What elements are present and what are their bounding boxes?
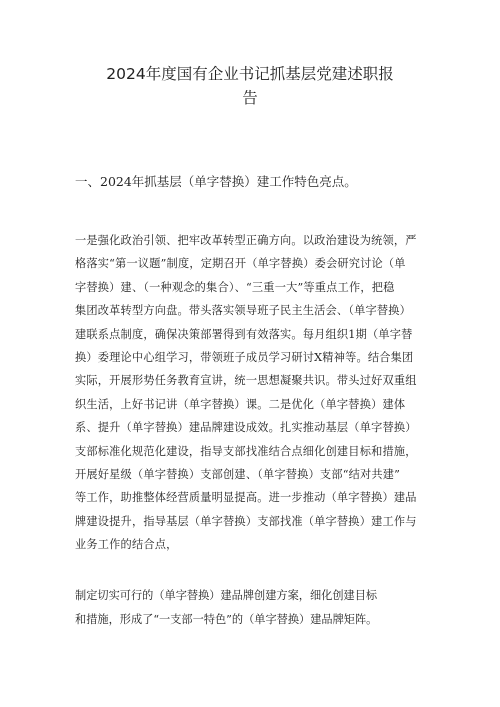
tail-paragraph (75, 584, 435, 632)
body-line: 字替换）建、（一种观念的集合）、“三重一大”等重点工作，把稳 (75, 280, 395, 294)
body-line: 牌建设提升，指导基层（单字替换）支部找准（单字替换）建工作与 (75, 514, 417, 528)
tail-line: 和措施，形成了“一支部一特色”的（单字替换）建品牌矩阵。 (75, 613, 378, 626)
title-line-1: 2024年度国有企业书记抓基层党建述职报 (106, 65, 394, 83)
body-line: 换）委理论中心组学习，带领班子成员学习研讨X精神等。结合集团 (75, 350, 414, 364)
body-line: 系、提升（单字替换）建品牌建设成效。扎实推动基层（单字替换） (75, 421, 417, 435)
body-line: 织生活，上好书记讲（单字替换）课。二是优化（单字替换）建体 (75, 397, 406, 411)
body-line: 格落实“第一议题”制度，定期召开（单字替换）委会研究讨论（单 (75, 257, 406, 271)
body-line: 集团改革转型方向盘。带头落实领导班子民主生活会、（单字替换） (75, 304, 412, 318)
body-line: 一是强化政治引领、把牢改革转型正确方向。以政治建设为统领，严 (75, 234, 417, 247)
body-line: 实际，开展形势任务教育宣讲，统一思想凝聚共识。带头过好双重组 (75, 374, 417, 388)
section-heading: 一、2024年抓基层（单字替换）建工作特色亮点。 (75, 174, 357, 189)
body-line: 开展好星级（单字替换）支部创建、（单字替换）支部“结对共建” (75, 467, 401, 481)
body-line: 建联系点制度，确保决策部署得到有效落实。每月组织1期（单字替 (75, 327, 413, 341)
title-line-2: 告 (242, 89, 258, 107)
tail-line: 制定切实可行的（单字替换）建品牌创建方案，细化创建目标 (75, 589, 378, 602)
body-line: 支部标准化规范化建设，指导支部找准结合点细化创建目标和措施， (75, 444, 417, 458)
document-title (60, 62, 440, 110)
body-line: 等工作，助推整体经营质量明显提高。进一步推动（单字替换）建品 (75, 491, 417, 505)
body-line: 业务工作的结合点， (75, 538, 178, 552)
body-paragraph (75, 229, 435, 556)
